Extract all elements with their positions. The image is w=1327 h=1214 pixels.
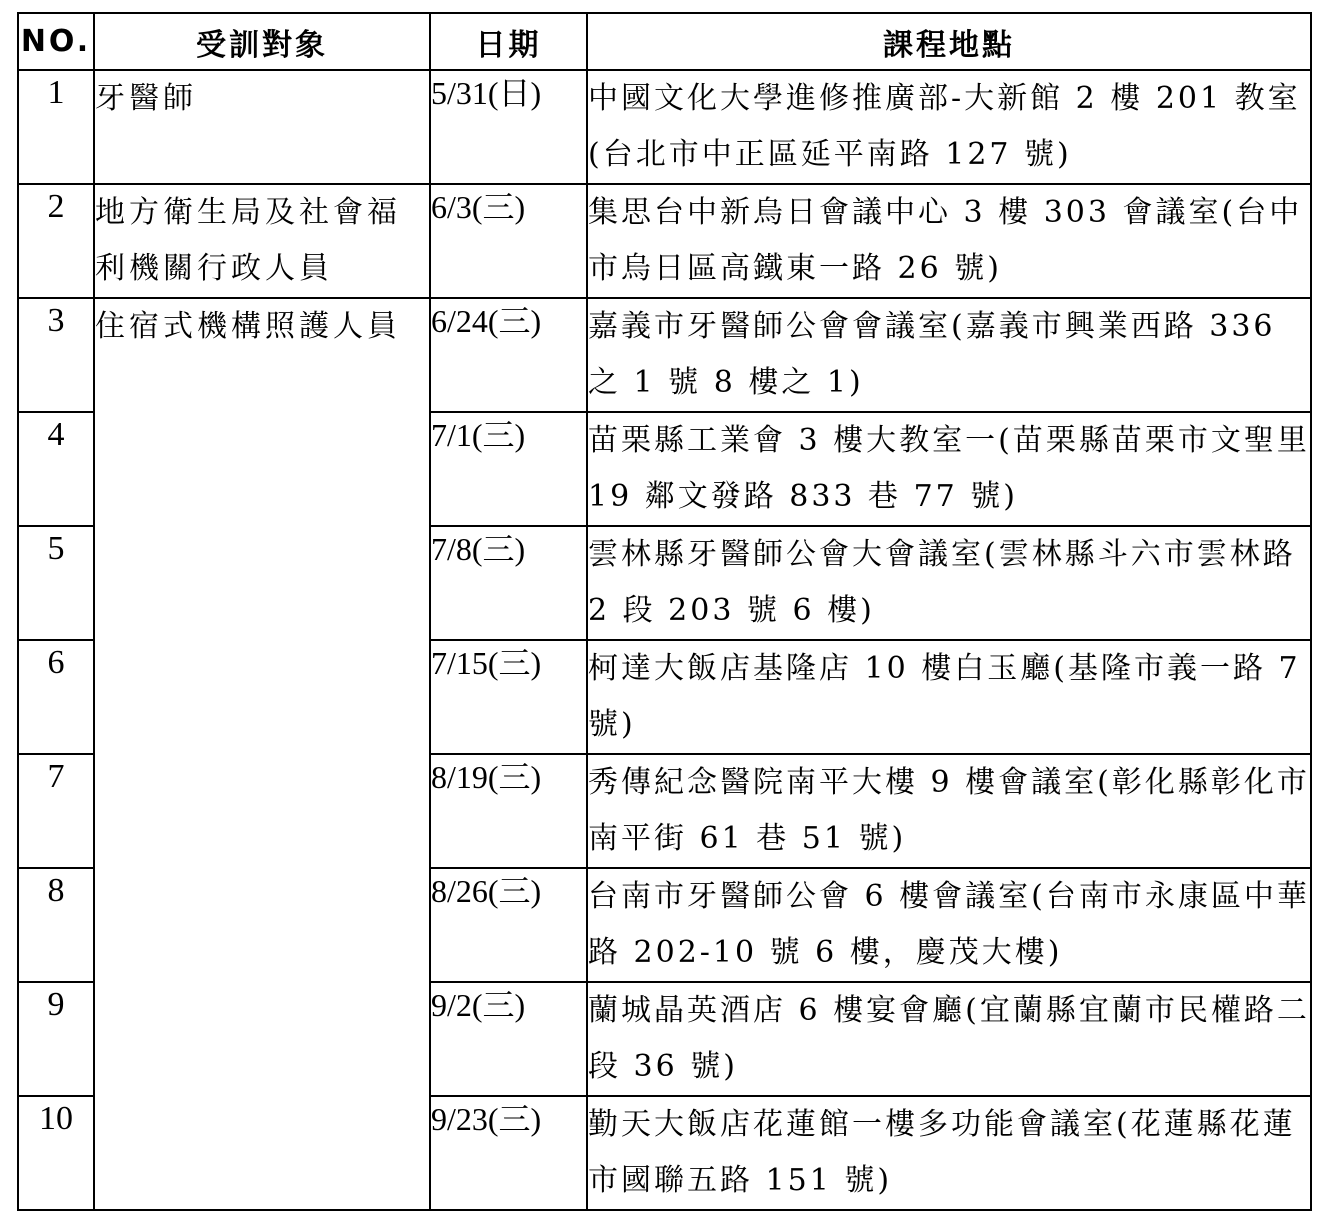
header-row: [18, 13, 1311, 70]
row-date: 7/15(三): [430, 640, 587, 754]
row-location: 雲林縣牙醫師公會大會議室(雲林縣斗六市雲林路 2 段 203 號 6 樓): [587, 526, 1311, 640]
table-row: [18, 298, 1311, 412]
row-number: 10: [18, 1096, 94, 1210]
row-location: 中國文化大學進修推廣部-大新館 2 樓 201 教室(台北市中正區延平南路 127 號): [587, 70, 1311, 184]
row-location: 集思台中新烏日會議中心 3 樓 303 會議室(台中市烏日區高鐵東一路 26 號): [587, 184, 1311, 298]
row-target: 住宿式機構照護人員: [94, 298, 430, 1210]
row-number: 4: [18, 412, 94, 526]
header-date: 日期: [430, 13, 587, 70]
row-location: 苗栗縣工業會 3 樓大教室一(苗栗縣苗栗市文聖里 19 鄰文發路 833 巷 77 號): [587, 412, 1311, 526]
row-date: 8/19(三): [430, 754, 587, 868]
row-number: 1: [18, 70, 94, 184]
row-number: 5: [18, 526, 94, 640]
row-date: 6/24(三): [430, 298, 587, 412]
row-location: 柯達大飯店基隆店 10 樓白玉廳(基隆市義一路 7 號): [587, 640, 1311, 754]
row-number: 7: [18, 754, 94, 868]
header-location: 課程地點: [587, 13, 1311, 70]
row-target: 地方衛生局及社會福利機關行政人員: [94, 184, 430, 298]
row-location: 勤天大飯店花蓮館一樓多功能會議室(花蓮縣花蓮市國聯五路 151 號): [587, 1096, 1311, 1210]
row-date: 5/31(日): [430, 70, 587, 184]
row-location: 秀傳紀念醫院南平大樓 9 樓會議室(彰化縣彰化市南平街 61 巷 51 號): [587, 754, 1311, 868]
row-date: 9/23(三): [430, 1096, 587, 1210]
row-date: 7/1(三): [430, 412, 587, 526]
row-number: 2: [18, 184, 94, 298]
table-row: [18, 184, 1311, 298]
row-number: 6: [18, 640, 94, 754]
row-location: 台南市牙醫師公會 6 樓會議室(台南市永康區中華路 202-10 號 6 樓，慶茂大樓): [587, 868, 1311, 982]
header-no: NO.: [18, 13, 94, 70]
row-number: 3: [18, 298, 94, 412]
row-date: 7/8(三): [430, 526, 587, 640]
row-date: 9/2(三): [430, 982, 587, 1096]
row-number: 9: [18, 982, 94, 1096]
row-target: 牙醫師: [94, 70, 430, 184]
row-date: 8/26(三): [430, 868, 587, 982]
training-schedule-table: [17, 12, 1312, 1211]
row-number: 8: [18, 868, 94, 982]
row-location: 蘭城晶英酒店 6 樓宴會廳(宜蘭縣宜蘭市民權路二段 36 號): [587, 982, 1311, 1096]
row-date: 6/3(三): [430, 184, 587, 298]
table-row: [18, 70, 1311, 184]
header-target: 受訓對象: [94, 13, 430, 70]
row-location: 嘉義市牙醫師公會會議室(嘉義市興業西路 336 之 1 號 8 樓之 1): [587, 298, 1311, 412]
